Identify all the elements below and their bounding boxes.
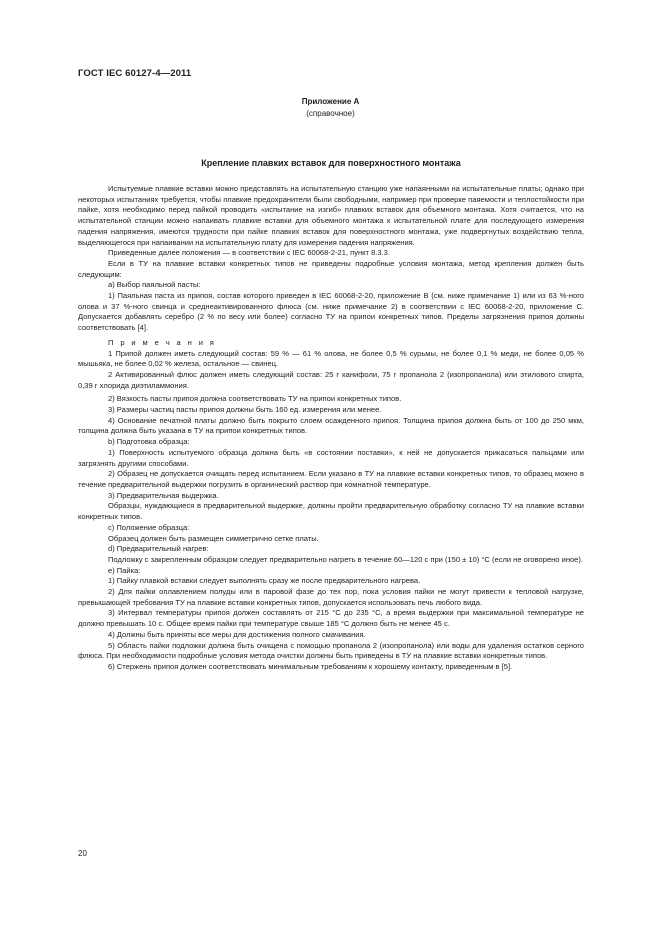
paragraph: 6) Стержень припоя должен соответствовать минимальным требованиям к хорошему контакту, приведенным в [5]. bbox=[108, 661, 513, 671]
notes-heading: П р и м е ч а н и я bbox=[108, 337, 217, 347]
section-title: Крепление плавких вставок для поверхностного монтажа bbox=[201, 158, 461, 168]
paragraph: d) Предварительный нагрев: bbox=[108, 544, 209, 554]
paragraph: 3) Интервал температуры припоя должен составлять от 215 °С до 235 °С, а время выдержки при максимальной температуре не должно превышать 10 с. Общее время пайки при температуре свыше 185 °С должно быть не менее 45 с. bbox=[78, 608, 584, 629]
paragraph: Образец должен быть размещен симметрично сетке платы. bbox=[108, 533, 319, 543]
paragraph: Испытуемые плавкие вставки можно представлять на испытательную станцию уже напаянными на испытательные платы; однако при некоторых испытаниях требуется, чтобы плавкие предохранители были свободными, например при проверке паяемости и теплостойкости при пайке, хотя необходимо перед пайкой проводить «испытание на изгиб» плавких вставок для объемного монтажа. Хотя считается, что на испытательной станции можно напаивать плавкие вставки для объемного монтажа к испытательной плате для последующего измерения падения напряжения, имеются трудности при пайке плавких вставок для поверхностного монтажа, уже подвергнутых воздействию тепла, выделяющегося при напаивании на испытательную плату для измерения падения напряжения. bbox=[78, 184, 584, 247]
paragraph: 1) Поверхность испытуемого образца должна быть «в состоянии поставки», к ней не допускается прикасаться пальцами или загрязнять другими способами. bbox=[78, 447, 584, 468]
page-number: 20 bbox=[78, 849, 87, 858]
paragraph: Приведенные далее положения — в соответствии с IEC 60068-2-21, пункт 8.3.3. bbox=[108, 248, 390, 258]
paragraph: b) Подготовка образца: bbox=[108, 437, 190, 447]
paragraph: e) Пайка: bbox=[108, 565, 141, 575]
paragraph: Подложку с закрепленным образцом следует предварительно нагреть в течение 60—120 с при (150 ± 10) °С (если не оговорено иное). bbox=[108, 554, 583, 564]
document-body bbox=[78, 184, 584, 673]
paragraph: a) Выбор паяльной пасты: bbox=[108, 280, 201, 290]
paragraph: c) Положение образца: bbox=[108, 522, 190, 532]
paragraph: 3) Размеры частиц пасты припоя должны быть 160 ед. измерения или менее. bbox=[108, 405, 382, 415]
paragraph: Если в ТУ на плавкие вставки конкретных типов не приведены подробные условия монтажа, метод крепления должен быть следующим: bbox=[78, 258, 584, 279]
paragraph: 5) Область пайки подложки должна быть очищена с помощью пропанола 2 (изопропанола) или воды для удаления остатков серного флюса. При необходимости подробные условия метода очистки должны быть приведены в ТУ на плавкие вставки конкретных типов. bbox=[78, 640, 584, 661]
paragraph: 2) Для пайки оплавлением полуды или в паровой фазе до тех пор, пока условия пайки не могут привести к тепловой нагрузке, превышающей требования ТУ на плавкие вставки конкретных типов, допускается использовать печь любого вида. bbox=[78, 587, 584, 607]
paragraph: 4) Должны быть приняты все меры для достижения полного смачивания. bbox=[108, 629, 366, 639]
annex-title: Приложение А bbox=[301, 97, 360, 106]
paragraph: 1) Пайку плавкой вставки следует выполнять сразу же после предварительного нагрева. bbox=[108, 576, 421, 586]
document-code-header: ГОСТ IEC 60127-4—2011 bbox=[78, 68, 192, 79]
paragraph: 2) Образец не допускается очищать перед испытанием. Если указано в ТУ на плавкие вставки конкретных типов, то образец можно в течение предварительной выдержки погрузить в органический раствор при комнатной температуре. bbox=[78, 469, 584, 489]
paragraph: 2 Активированный флюс должен иметь следующий состав: 25 г канифоли, 75 г пропанола 2 (изопропанола) или этилового спирта, 0,39 г хлорида диэтиламмония. bbox=[78, 369, 584, 390]
annex-heading bbox=[0, 96, 661, 120]
paragraph: 2) Вязкость пасты припоя должна соответствовать ТУ на припои конкретных типов. bbox=[108, 394, 402, 404]
paragraph: 1) Паяльная паста из припоя, состав которого приведен в IEC 60068-2-20, приложение В (см. ниже примечание 1) или из 63 %-ного олова и 37 %-ного свинца и среднеактивированного флюса (см. ниже примечание 2) в соответствии с IEC 60068-2-20, приложение С. Допускается добавлять серебро (2 % по весу или более) согласно ТУ на припои конкретных типов. Пределы загрязнения припоя должны соответствовать [4]. bbox=[78, 291, 584, 333]
paragraph: 4) Основание печатной платы должно быть покрыто слоем осажденного припоя. Толщина припоя должна быть от 100 до 250 мкм, толщина должна быть указана в ТУ на припои конкретных типов. bbox=[78, 415, 584, 436]
paragraph: 3) Предварительная выдержка. bbox=[108, 490, 219, 500]
annex-subtitle: (справочное) bbox=[306, 109, 355, 118]
paragraph: 1 Припой должен иметь следующий состав: 59 % — 61 % олова, не более 0,5 % сурьмы, не более 0,1 % меди, не более 0,05 % мышьяка, не более 0,02 % железа, остальное — свинец. bbox=[78, 348, 584, 369]
paragraph: Образцы, нуждающиеся в предварительной выдержке, должны пройти предварительную обработку согласно ТУ на плавкие вставки конкретных типов. bbox=[78, 501, 584, 522]
